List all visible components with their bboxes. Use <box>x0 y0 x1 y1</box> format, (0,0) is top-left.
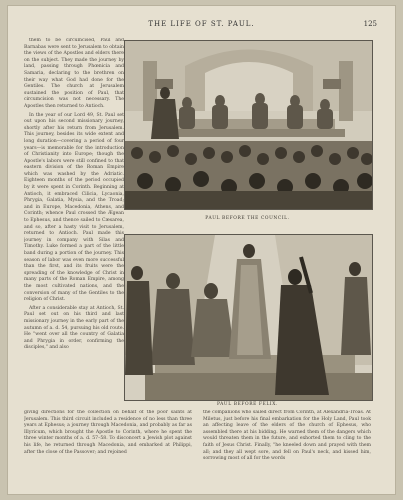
page-header <box>8 20 395 32</box>
bottom-right-column <box>203 410 371 463</box>
paragraph: In the year of our Lord 49, St. Paul set out upon his second missionary journey, shortly after his return from Jerusalem. This journey, besides its wide extent and long duration—covering a period of four years—is memorable for the introduction of Christianity into Europe; though the Apostle's labors were still confined to that eastern division of the Roman Empire which was washed by the Adriatic. Eighteen months of the period occupied by it were spent in Corinth. Beginning at Antioch, it embraced Cilicia, Lycaonia, Phrygia, Galatia, Mysia, and the Troad; and in Europe, Macedonia, Athens, and Corinth; whence Paul crossed the Ægean to Ephesus, and thence sailed to Cæsarea, and so, after a hasty visit to Jerusalem, returned to Antioch. Paul made this journey in company with Silas and Timothy. Luke formed a part of the little band during a portion of the journey. This season of labor was even more successful than the first, and its fruits were the spreading of the knowledge of Christ in many parts of the Roman Empire, among the most cultivated nations, and the conversion of many of the Gentiles to the religion of Christ. <box>24 112 124 303</box>
figure-caption: PAUL BEFORE FELIX. <box>217 402 278 407</box>
bottom-text <box>24 410 371 484</box>
bottom-left-column <box>24 410 192 456</box>
engraving-illustration <box>125 41 372 209</box>
running-title: THE LIFE OF ST. PAUL. <box>148 20 255 28</box>
engraving-paul-before-council <box>124 40 373 210</box>
engraving-paul-before-felix <box>124 234 373 401</box>
page-number: 125 <box>363 20 377 28</box>
paragraph: After a considerable stay at Antioch, St. Paul set out on his third and last missionary journey in the early part of the autumn of a. d. 54, pursuing his old route. He "went over all the country of Galatia and Phrygia in order, confirming the disciples," and also <box>24 305 124 351</box>
left-text-column <box>24 38 124 384</box>
paragraph: the companions who sailed direct from Corinth, at Alexandria-Troas. At Miletus, just before his final embarkation for the Holy Land, Paul took an affecting leave of the elders of the church of Ephesus, who assembled there at his bidding. He warned them of the dangers which would threaten them in the future, and exhorted them to cling to the faith of Jesus Christ. Finally, "he kneeled down and prayed with them all; and they all wept sore, and fell on Paul's neck, and kissed him, sorrowing most of all for the words <box>203 410 371 462</box>
engraving-illustration <box>125 235 372 400</box>
figure-caption: PAUL BEFORE THE COUNCIL. <box>205 216 290 221</box>
paragraph: giving directions for the collection on behalf of the poor saints at Jerusalem. This third circuit included a residence of no less than three years at Ephesus; a journey through Macedonia, and probably as far as Illyricum, which brought the Apostle to Corinth, where he spent the three winter months of a. d. 57–58. To disconcert a Jewish plot against his life, he returned through Macedonia, and embarked at Philippi, after the close of the Passover; and rejoined <box>24 410 192 455</box>
book-page <box>8 6 395 494</box>
paragraph: them to be circumcised, Paul and Barnabas were sent to Jerusalem to obtain the views of the Apostles and elders there on the subject. They made the journey by land, passing through Phœnicia and Samaria, declaring to the brethren on their way what God had done for the Gentiles. The church at Jerusalem sustained the position of Paul, that circumcision was not necessary. The Apostles then returned to Antioch. <box>24 38 124 109</box>
